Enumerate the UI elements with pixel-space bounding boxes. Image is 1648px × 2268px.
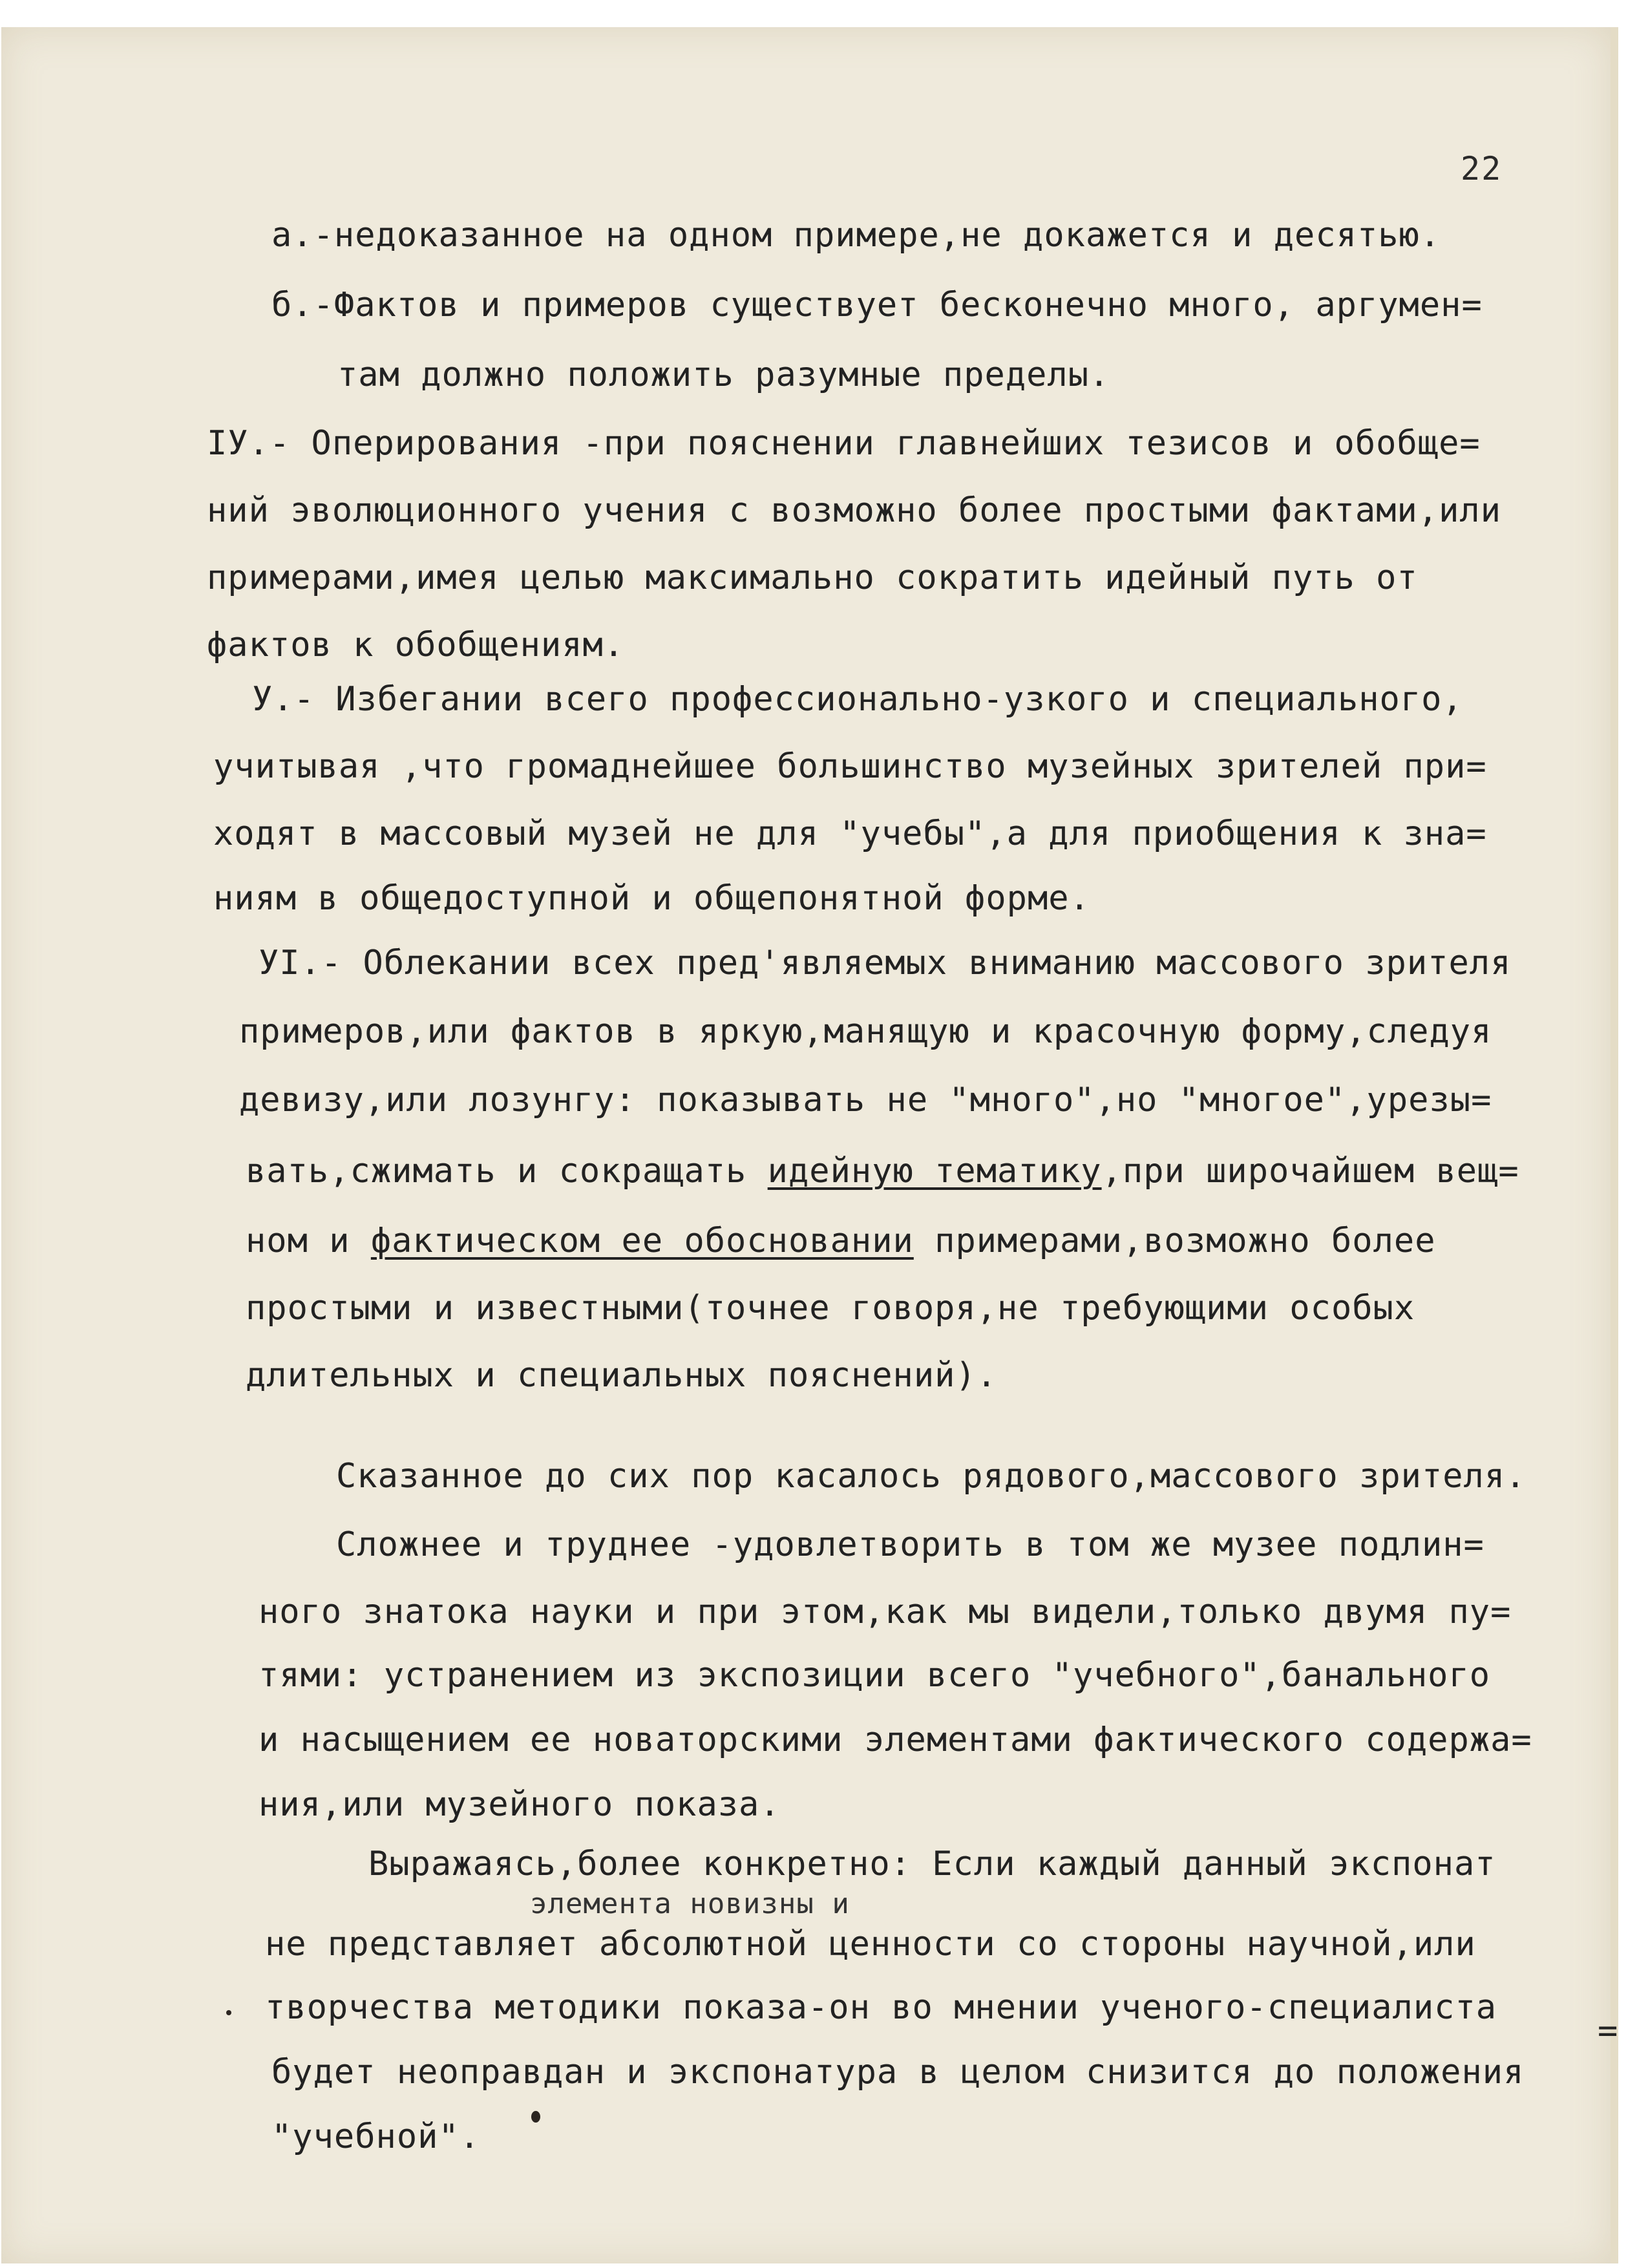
interlinear-insertion: элемента новизны и (530, 1887, 850, 1920)
ink-blot (531, 2111, 540, 2123)
text-line: "учебной". (271, 2117, 481, 2156)
text-line: УI.- Облекании всех пред'являемых вниманию массового зрителя (259, 944, 1512, 982)
text-line: IУ.- Оперирования -при пояснении главнейших тезисов и обобще= (207, 424, 1481, 463)
page-number: 22 (1461, 150, 1503, 187)
line-text-end: примерами,возможно более (913, 1222, 1436, 1260)
text-line: простыми и известными(точнее говоря,не требующими особых (246, 1289, 1415, 1328)
underlined-phrase: фактическом ее обосновании (370, 1222, 914, 1260)
text-line: примеров,или фактов в яркую,манящую и красочную форму,следуя (239, 1012, 1492, 1051)
text-line: ниям в общедоступной и общепонятной форме. (213, 879, 1090, 918)
text-line-with-underline (246, 1152, 1519, 1191)
text-line: учитывая ,что громаднейшее большинство музейных зрителей при= (213, 747, 1487, 786)
line-text-start: вать,сжимать и сокращать (246, 1152, 768, 1191)
text-line: Сложнее и труднее -удовлетворить в том же музее подлин= (336, 1525, 1484, 1564)
line-text-end: ,при широчайшем вещ= (1101, 1152, 1519, 1191)
text-line: там должно положить разумные пределы. (337, 355, 1110, 394)
text-line: Сказанное до сих пор касалось рядового,массового зрителя. (336, 1457, 1527, 1496)
text-line: ний эволюционного учения с возможно более простыми фактами,или (207, 491, 1502, 530)
text-line: девизу,или лозунгу: показывать не "много",но "многое",урезы= (239, 1081, 1492, 1119)
text-line-with-underline (246, 1222, 1436, 1260)
text-line: б.-Фактов и примеров существует бесконечно много, аргумен= (271, 286, 1483, 324)
text-line: примерами,имея целью максимально сократить идейный путь от (207, 558, 1418, 597)
text-line: будет неоправдан и экспонатура в целом снизится до положения (271, 2053, 1525, 2092)
text-line: ного знатока науки и при этом,как мы видели,только двумя пу= (259, 1593, 1512, 1631)
text-line: У.- Избегании всего профессионально-узкого и специального, (252, 680, 1463, 719)
underlined-phrase: идейную тематику (767, 1152, 1102, 1191)
text-line: творчества методики показа-он во мнении ученого-специалиста (265, 1988, 1497, 2027)
margin-mark: = (1598, 2011, 1618, 2050)
text-line: Выражаясь,более конкретно: Если каждый данный экспонат (368, 1845, 1496, 1883)
paper-sheet (1, 27, 1618, 2263)
text-line: и насыщением ее новаторскими элементами фактического содержа= (259, 1721, 1532, 1759)
line-text-start: ном и (246, 1222, 371, 1260)
text-line: а.-недоказанное на одном примере,не докажется и десятью. (271, 216, 1441, 255)
text-line: ния,или музейного показа. (259, 1785, 781, 1824)
text-line: тями: устранением из экспозиции всего "учебного",банального (259, 1656, 1491, 1695)
ink-dot (226, 2010, 231, 2015)
text-line: не представляет абсолютной ценности со стороны научной,или (265, 1925, 1476, 1964)
text-line: фактов к обобщениям. (207, 626, 625, 664)
text-line: ходят в массовый музей не для "учебы",а для приобщения к зна= (213, 814, 1487, 853)
text-line: длительных и специальных пояснений). (246, 1356, 998, 1395)
